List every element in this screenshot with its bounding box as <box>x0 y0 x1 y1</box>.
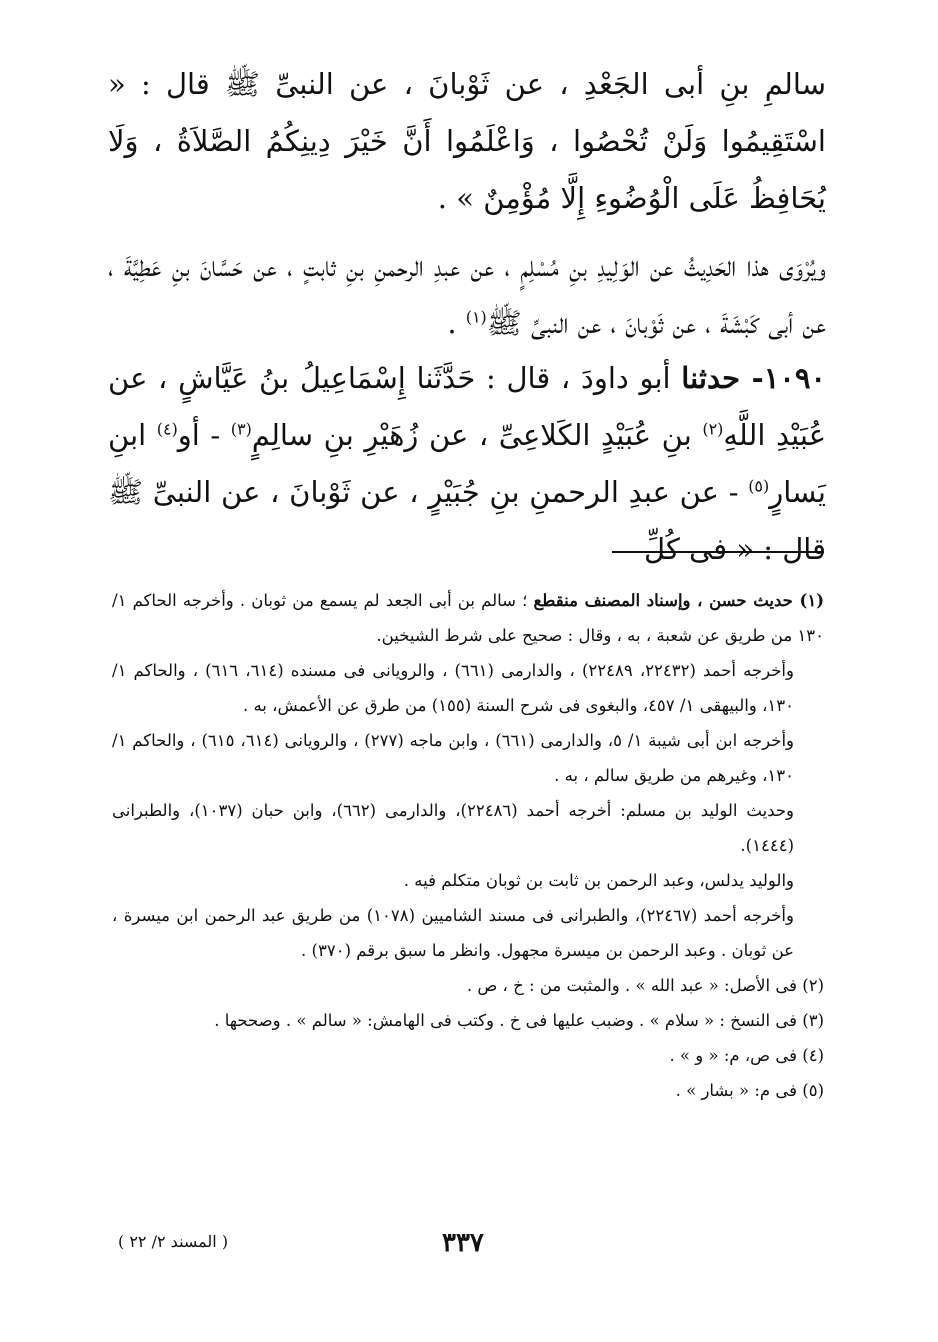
footnote-1-para-6: وأخرجه أحمد (٢٢٤٦٧)، والطبرانى فى مسند الشاميين (١٠٧٨) من طريق عبد الرحمن ابن ميسرة ، عن ثوبان . وعبد الرحمن بن ميسرة مجهول. وانظر ما سبق برقم (٣٧٠) . <box>112 906 794 960</box>
footnote-ref-5: (٥) <box>748 476 770 496</box>
hadith-narration-label: - حدثنا <box>681 361 764 395</box>
footnote-separator <box>612 551 824 553</box>
footnote-1-grading: (١) حديث حسن ، وإسناد المصنف منقطع <box>533 591 824 610</box>
footnote-1-text: ؛ سالم بن أبى الجعد لم يسمع من ثوبان . وأخرجه الحاكم ١/ ١٣٠ من طريق عن شعبة ، به ، وقال : صحيح على شرط الشيخين. <box>112 591 824 645</box>
hadith-number: ١٠٩٠ <box>763 361 826 395</box>
source-reference: ( المسند ٢/ ٢٢ ) <box>118 1232 229 1251</box>
alternate-chain-text <box>108 238 826 352</box>
footnote-1 <box>112 583 824 653</box>
isnad-part-a: أبو داودَ ، قال : حَدَّثَنا إِسْمَاعِيلُ بنُ عَيَّاشٍ ، عن عُبَيْدِ اللَّهِ <box>108 361 826 452</box>
page-number: ٣٣٧ <box>442 1228 484 1258</box>
footnotes <box>112 583 824 1108</box>
hadith-continuation-text: سالمِ بنِ أبى الجَعْدِ ، عن ثَوْبانَ ، عن النبىِّ ﷺ قال : « اسْتَقِيمُوا وَلَنْ تُحْصُوا ، وَاعْلَمُوا أَنَّ خَيْرَ دِينِكُمُ الصَّلاَةُ ، وَلَا يُحَافِظُ عَلَى الْوُضُوءِ إِلَّا مُؤْمِنٌ » . <box>108 67 826 215</box>
isnad-part-d: ابنِ يَسارٍ <box>108 418 826 509</box>
main-text-paragraph-2 <box>108 238 826 352</box>
footnote-1-para-4: وحديث الوليد بن مسلم: أخرجه أحمد (٢٢٤٨٦)، والدارمى (٦٦٢)، وابن حبان (١٠٣٧)، والطبرانى (١٤٤٤). <box>112 801 795 855</box>
footnote-ref-1: (١) <box>465 307 487 327</box>
isnad-part-b: بنِ عُبَيْدٍ الكَلاعِىِّ ، عن زُهَيْرِ بنِ سالِمٍ <box>251 418 703 452</box>
hadith-1090 <box>108 350 826 578</box>
isnad-part-e: - عن عبدِ الرحمنِ بنِ جُبَيْرٍ ، عن ثَوْبانَ ، عن النبىِّ ﷺ قال : « فى كُلِّ <box>108 475 826 566</box>
alternate-chain-body: ويُرْوَى هذا الحَدِيثُ عن الوَلِيدِ بنِ مُسْلِمٍ ، عن عبدِ الرحمنِ بنِ ثابتٍ ، عن حَسَّانَ بنِ عَطِيَّةَ ، عن أبى كَبْشَةَ ، عن ثَوْبانَ ، عن النبىِّ ﷺ <box>108 249 826 340</box>
footnote-ref-3: (٣) <box>230 419 252 439</box>
footnote-2: (٢) فى الأصل: « عبد الله » . والمثبت من : خ ، ص . <box>466 976 824 995</box>
alternate-chain-end: . <box>447 306 466 340</box>
footnote-ref-4: (٤) <box>156 419 178 439</box>
main-text-paragraph-1 <box>108 56 826 227</box>
footnote-1-para-2: وأخرجه أحمد (٢٢٤٣٢، ٢٢٤٨٩) ، والدارمى (٦٦١) ، والرويانى فى مسنده (٦١٤، ٦١٦) ، والحاكم ١/ ١٣٠، والبيهقى ١/ ٤٥٧، والبغوى فى شرح السنة (١٥٥) من طرق عن الأعمش، به . <box>112 661 794 715</box>
footnote-1-para-3: وأخرجه ابن أبى شيبة ١/ ٥، والدارمى (٦٦١) ، وابن ماجه (٢٧٧) ، والرويانى (٦١٤، ٦١٥) ، والحاكم ١/ ١٣٠، وغيرهم من طريق سالم ، به . <box>112 731 795 785</box>
footnote-1-para-5: والوليد يدلس، وعبد الرحمن بن ثابت بن ثوبان متكلم فيه . <box>403 871 794 890</box>
footnote-3: (٣) فى النسخ : « سلام » . وضبب عليها فى خ . وكتب فى الهامش: « سالم » . وصححها . <box>214 1011 824 1030</box>
isnad-part-c: - أو <box>177 418 231 452</box>
footnote-ref-2: (٢) <box>702 419 724 439</box>
footnote-4: (٤) فى ص، م: « و » . <box>669 1046 824 1065</box>
hadith-1090-text <box>108 350 826 578</box>
footnote-5: (٥) فى م: « بشار » . <box>675 1081 824 1100</box>
